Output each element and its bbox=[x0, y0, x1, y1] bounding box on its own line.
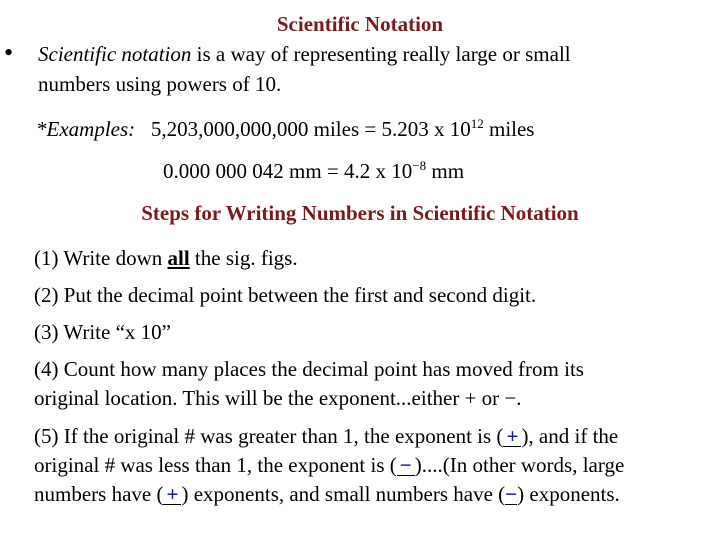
minus-sign-answer: − bbox=[397, 455, 415, 476]
plus-sign-answer: + bbox=[163, 484, 181, 505]
step-5-text: original # was less than 1, the exponent is ( bbox=[34, 453, 397, 477]
definition-line-1 bbox=[38, 42, 571, 67]
step-4-line-1: (4) Count how many places the decimal point has moved from its bbox=[34, 357, 584, 381]
plus-sign-answer: + bbox=[503, 426, 521, 447]
step-5-line-3 bbox=[34, 482, 620, 507]
step-1-emphasis: all bbox=[167, 246, 190, 270]
example-1-unit: miles bbox=[483, 117, 535, 141]
example-1-exponent: 12 bbox=[470, 116, 484, 131]
definition-line-2: numbers using powers of 10. bbox=[38, 72, 282, 96]
example-1-expression: 5,203,000,000,000 miles = 5.203 x 10 bbox=[150, 117, 471, 141]
step-5-text: (5) If the original # was greater than 1, the exponent is ( bbox=[34, 424, 504, 448]
example-1 bbox=[36, 117, 534, 142]
steps-title: Steps for Writing Numbers in Scientific Notation bbox=[141, 201, 579, 225]
step-5-text-end: )....(In other words, large bbox=[414, 453, 625, 477]
step-5-line-1 bbox=[34, 424, 618, 449]
step-1-text-end: the sig. figs. bbox=[189, 246, 298, 270]
bullet-marker: • bbox=[4, 38, 14, 67]
page-title: Scientific Notation bbox=[276, 12, 444, 36]
step-5-text-end: ) exponents. bbox=[517, 482, 620, 506]
example-2-exponent: −8 bbox=[412, 158, 427, 173]
step-2: (2) Put the decimal point between the first and second digit. bbox=[34, 283, 537, 307]
step-5-text-middle: ) exponents, and small numbers have ( bbox=[181, 482, 506, 506]
examples-label: *Examples: bbox=[36, 117, 136, 141]
step-5-line-2 bbox=[34, 453, 624, 478]
step-3: (3) Write “x 10” bbox=[34, 320, 171, 344]
example-2-expression: 0.000 000 042 mm = 4.2 x 10 bbox=[163, 159, 413, 183]
example-2 bbox=[163, 159, 464, 184]
step-5-text: numbers have ( bbox=[34, 482, 164, 506]
definition-text: is a way of representing really large or small bbox=[191, 42, 571, 66]
example-2-unit: mm bbox=[426, 159, 465, 183]
step-4-line-2: original location. This will be the exponent...either + or −. bbox=[34, 386, 522, 410]
minus-sign-answer: − bbox=[505, 482, 518, 506]
step-1-text: (1) Write down bbox=[34, 246, 168, 270]
definition-term: Scientific notation bbox=[38, 42, 192, 66]
step-1 bbox=[34, 246, 298, 271]
step-5-text-end: ), and if the bbox=[521, 424, 619, 448]
